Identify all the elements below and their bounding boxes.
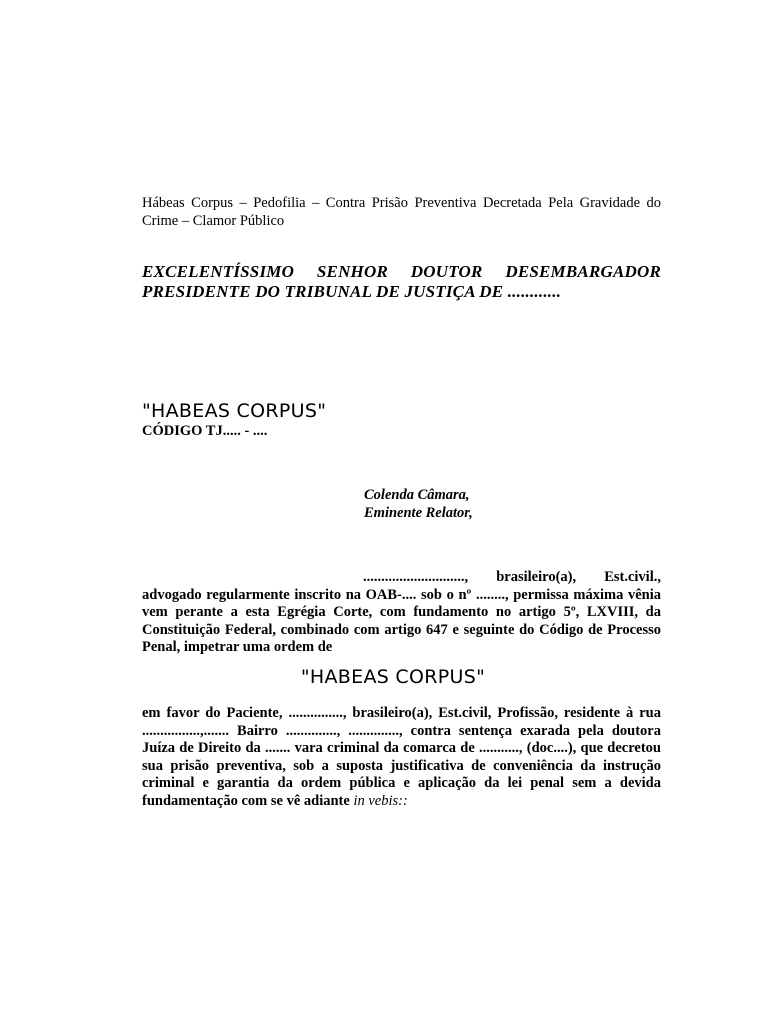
- petition-paragraph: ............................, brasileiro(a), Est.civil., advogado regularmente inscrito na OAB-.... sob o nº ........, permissa máxima vênia vem perante a esta Egrégia Corte, com fundamento no artigo 5º, LXVIII, da Constituição Federal, combinado com artigo 647 e seguinte do Código de Processo Penal, impetrar uma ordem de: [142, 569, 661, 655]
- addressee: EXCELENTÍSSIMO SENHOR DOUTOR DESEMBARGADOR PRESIDENTE DO TRIBUNAL DE JUSTIÇA DE ............: [142, 262, 661, 301]
- patient-paragraph-text: em favor do Paciente, ..............., brasileiro(a), Est.civil, Profissão, residente à rua ................,....... Bairro .............., .............., contra sentença exarada pela doutora Juíza de Direito da ....... vara criminal da comarca de ..........., (doc....), que decretou sua prisão preventiva, sob a suposta justificativa de conveniência da instrução criminal e garantia da ordem pública e aplicação da lei penal sem a devida fundamentação com se vê adiante: [142, 705, 661, 809]
- habeas-corpus-heading: "HABEAS CORPUS": [142, 400, 327, 422]
- salutation: [364, 486, 473, 522]
- salutation-line-camara: Colenda Câmara,: [364, 487, 470, 503]
- patient-paragraph: [142, 705, 661, 810]
- paragraph-end-punctuation: ::: [398, 792, 408, 809]
- latin-expression: in vebis: [353, 792, 399, 809]
- codigo-tj: CÓDIGO TJ..... - ....: [142, 423, 268, 439]
- salutation-line-relator: Eminente Relator,: [364, 505, 473, 521]
- document-title: Hábeas Corpus – Pedofilia – Contra Prisão Preventiva Decretada Pela Gravidade do Crime – Clamor Público: [142, 195, 661, 229]
- habeas-corpus-heading-centered: "HABEAS CORPUS": [300, 666, 486, 688]
